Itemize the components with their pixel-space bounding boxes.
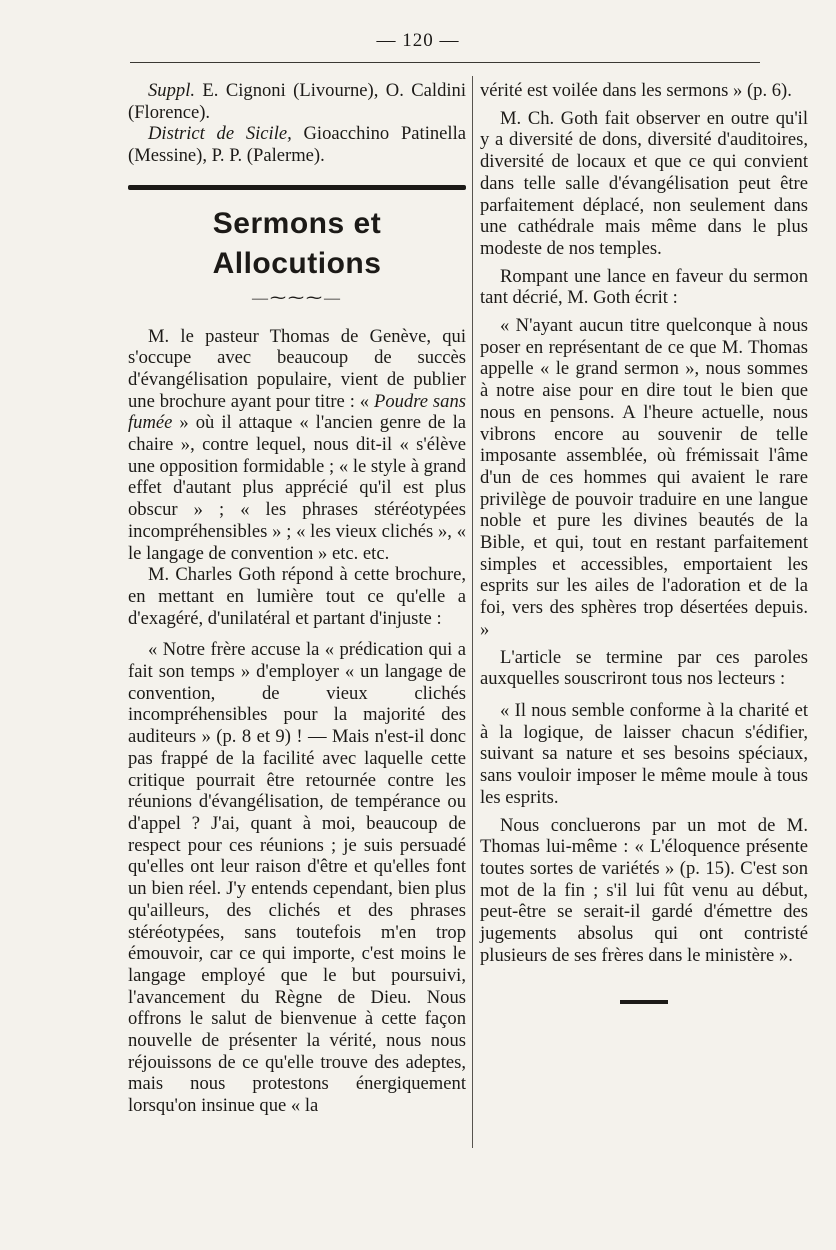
section-rule — [128, 185, 466, 190]
end-rule — [620, 1000, 668, 1004]
quote-3: « Il nous semble conforme à la charité et à la logique, de laisser chacun s'édifier, suivant sa nature et ses besoins spéciaux, sans vouloir imposer le même moule à tous les esprits. — [480, 699, 808, 808]
right-column — [480, 80, 808, 1004]
quote-2: « N'ayant aucun titre quelconque à nous poser en représentant de ce que M. Thomas appelle « le grand sermon », nous sommes à notre aise pour en dire tout le bien que nous en pensons. A l'heure actuelle, nous vibrons encore au souvenir de telle imposante assemblée, où frémissait l'âme d'un de ces hommes qui avaient le rare privilège de pouvoir traduire en une langue noble et pure les divines beautés de la Bible, et qui, tout en restant parfaitement simples et accessibles, emportaient les esprits sur les ailes de l'adoration et de la foi, vers des sphères trop désertées depuis. » — [480, 315, 808, 640]
intro-text-2: Gioacchino Patinella (Messine), P. P. (Palerme). — [128, 123, 466, 167]
quote-1: « Notre frère accuse la « prédication qui a fait son temps » d'employer « un langage de convention, de vieux clichés incompréhensibles pour la majorité des auditeurs » (p. 8 et 9) ! — Mais n'est-il donc pas frappé de la facilité avec laquelle cette critique pourrait être retournée contre les réunions d'évangélisation, de tempérance ou d'appel ? J'ai, quant à moi, beaucoup de respect pour ces réunions ; je suis persuadé qu'elles ont leur raison d'être et qu'elles font un bien réel. J'y entends cependant, bien plus qu'ailleurs, des clichés et des phrases stéréotypées, sans toutefois m'en trop émouvoir, car ce qui importe, c'est moins le langage employé que le but poursuivi, l'avancement du Règne de Dieu. Nous offrons le salut de bienvenue à cette façon nouvelle de présenter la vérité, nous nous réjouissons de ce qu'elle trouve des adeptes, mais nous protestons énergiquement lorsqu'on insinue que « la — [128, 639, 466, 1117]
paragraph-6: Nous concluerons par un mot de M. Thomas lui-même : « L'éloquence présente toutes sortes de variétés » (p. 15). C'est son mot de la fin ; s'il lui fût venu au début, peut-être se serait-il gardé d'émettre des jugements absolus qui ont contristé plusieurs de ses frères dans le ministère ». — [480, 814, 808, 966]
paragraph-1 — [128, 326, 466, 565]
paragraph-1-italic: Poudre sans fumée — [128, 390, 466, 434]
intro-italic-1: Suppl. — [148, 80, 196, 101]
paragraph-1-b: » où il attaque « l'ancien genre de la chaire », contre lequel, nous dit-il « s'élève une opposition formidable ; « le style à grand effet d'autant plus apprécié qu'il est plus obscur » ; « les phrases stéréotypées incompréhensibles » ; « les vieux clichés », « le langage de convention » etc. etc. — [128, 412, 466, 564]
intro-text-1: E. Cignoni (Livourne), O. Caldini (Florence). — [128, 80, 466, 123]
paragraph-4: Rompant une lance en faveur du sermon tant décrié, M. Goth écrit : — [480, 265, 808, 309]
header-rule — [130, 62, 760, 63]
ornament-flourish: —⁓⁓⁓— — [252, 289, 342, 307]
intro-italic-2: District de Sicile, — [148, 123, 292, 145]
paragraph-2: M. Charles Goth répond à cette brochure, en mettant en lumière tout ce qu'elle a d'exagéré, d'unilatéral et partant d'injuste : — [128, 564, 466, 629]
page-number-header: — 120 — — [376, 30, 460, 51]
paragraph-5: L'article se termine par ces paroles auxquelles souscriront tous nos lecteurs : — [480, 646, 808, 690]
column-divider — [472, 76, 473, 1148]
paragraph-3: M. Ch. Goth fait observer en outre qu'il y a diversité de dons, diversité d'auditoires, diversité de locaux et que ce qui convient dans telle salle d'évangélisation peut être parfaitement déplacé, non seulement dans une cathédrale mais même dans le plus modeste de nos temples. — [480, 107, 808, 259]
section-title: Sermons et Allocutions — [212, 206, 382, 280]
paragraph-1-a: M. le pasteur Thomas de Genève, qui s'occupe avec beaucoup de succès d'évangélisation populaire, vient de publier une brochure ayant pour titre : « — [128, 325, 466, 412]
intro-line-1 — [128, 80, 466, 123]
left-column — [128, 80, 466, 1117]
intro-line-2 — [128, 123, 466, 166]
continuation-text: vérité est voilée dans les sermons » (p. 6). — [480, 80, 792, 101]
